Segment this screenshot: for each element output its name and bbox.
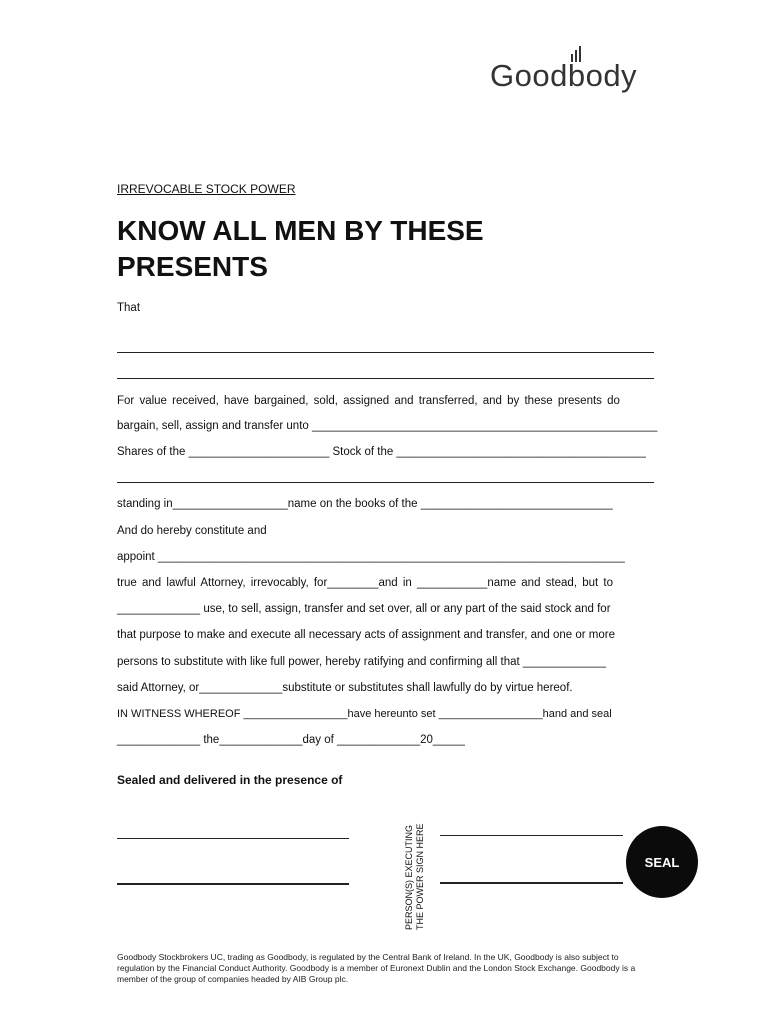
witness-name-line[interactable] xyxy=(117,883,349,885)
that-label: That xyxy=(117,302,141,314)
witness-signature-line[interactable] xyxy=(117,838,349,839)
sign-here-line-2: THE POWER SIGN HERE xyxy=(415,823,425,930)
signer-signature-line[interactable] xyxy=(440,835,623,836)
document-type: IRREVOCABLE STOCK POWER xyxy=(117,182,296,196)
purpose-text: that purpose to make and execute all necessary acts of assignment and transfer, and one or more xyxy=(117,629,615,641)
witness-text: IN WITNESS WHEREOF _________________have hereunto set _________________hand and seal xyxy=(117,708,612,720)
headline: KNOW ALL MEN BY THESE PRESENTS xyxy=(117,215,484,282)
company-line[interactable] xyxy=(117,482,654,483)
standing-text: standing in__________________name on the books of the ______________________________ xyxy=(117,498,613,510)
sealed-delivered-heading: Sealed and delivered in the presence of xyxy=(117,773,343,787)
bargain-text: bargain, sell, assign and transfer unto ______________________________________________________ xyxy=(117,420,658,432)
attorney-text: true and lawful Attorney, irrevocably, for________and in ___________name and stead, but to xyxy=(117,577,613,589)
signer-name-line[interactable] xyxy=(440,882,623,884)
brand-name: Goodbody xyxy=(490,58,638,93)
sign-here-label xyxy=(404,823,432,930)
persons-text: persons to substitute with like full power, hereby ratifying and confirming all that _____________ xyxy=(117,656,607,668)
footer-disclaimer: Goodbody Stockbrokers UC, trading as Goodbody, is regulated by the Central Bank of Ireland. In the UK, Goodbody is also subject to regulation by the Financial Conduct Authority. Goodbody is a member of Euronext Dublin and the London Stock Exchange. Goodbody is a member of the group of companies headed by AIB Group plc. xyxy=(117,952,636,984)
seal-badge xyxy=(626,826,698,898)
sign-here-line-1: PERSON(S) EXECUTING xyxy=(404,824,414,930)
grantor-line-2[interactable] xyxy=(117,378,654,379)
date-text: _____________ the_____________day of _____________20_____ xyxy=(117,734,465,746)
said-attorney-text: said Attorney, or_____________substitute or substitutes shall lawfully do by virtue hereof. xyxy=(117,682,573,694)
grantor-line-1[interactable] xyxy=(117,352,654,353)
goodbody-logo xyxy=(490,44,660,100)
seal-label: SEAL xyxy=(644,854,680,870)
value-received-text: For value received, have bargained, sold, assigned and transferred, and by these presents do xyxy=(117,395,620,407)
appoint-text: appoint _________________________________________________________________________ xyxy=(117,551,625,563)
constitute-text: And do hereby constitute and xyxy=(117,525,267,537)
use-text: _____________ use, to sell, assign, transfer and set over, all or any part of the said stock and for xyxy=(117,603,611,615)
shares-text: Shares of the ______________________ Stock of the _______________________________________ xyxy=(117,446,646,458)
